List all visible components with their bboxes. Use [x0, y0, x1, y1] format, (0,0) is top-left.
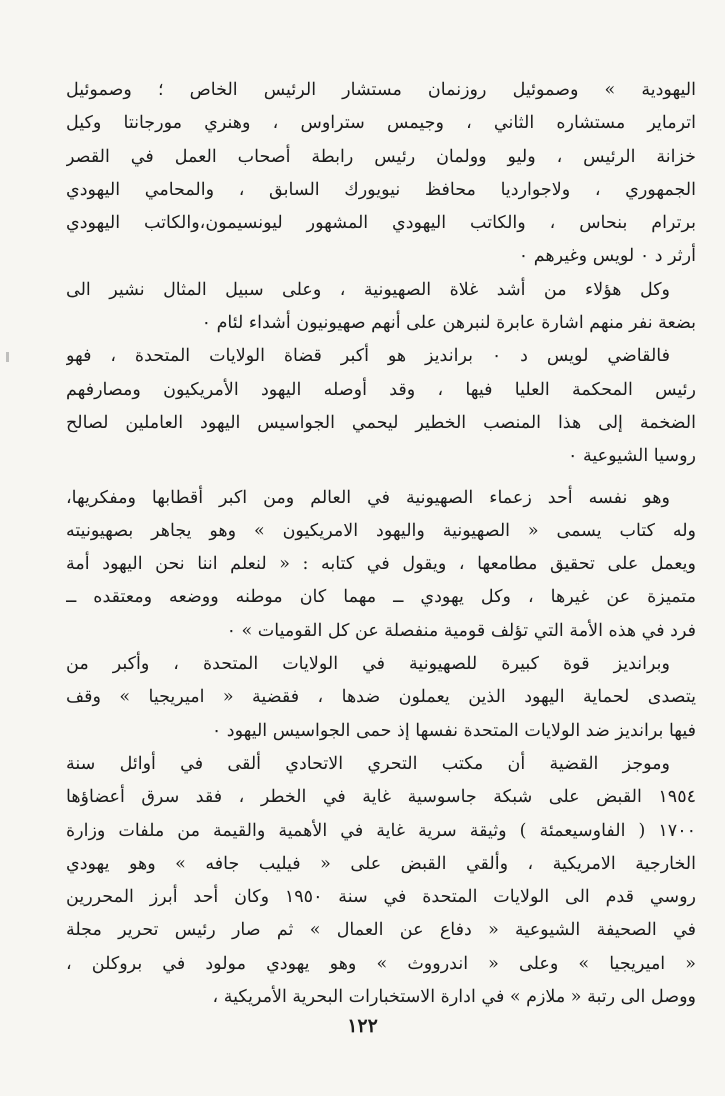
- paragraph: [66, 482, 696, 648]
- text-line: ويعمل على تحقيق مطامعها ، ويقول في كتابه : « لنعلم اننا نحن اليهود أمة: [66, 554, 696, 575]
- book-page: [66, 74, 696, 1014]
- text-line: وله كتاب يسمى « الصهيونية واليهود الامريكيون » وهو يجاهر بصهيونيته: [66, 520, 696, 541]
- text-line: اليهودية » وصموئيل روزنمان مستشار الرئيس الخاص ؛ وصموئيل: [66, 80, 696, 100]
- text-line: خزانة الرئيس ، وليو وولمان رئيس رابطة أصحاب العمل في القصر: [66, 146, 696, 167]
- text-line: متميزة عن غيرها ، وكل يهودي ــ مهما كان موطنه ووضعه ومعتقده ــ: [66, 587, 696, 608]
- paragraph: [66, 74, 696, 274]
- scan-mark: [6, 352, 9, 362]
- paragraph: [66, 340, 696, 473]
- text-line: الخارجية الامريكية ، وألقي القبض على « فيليب جافه » وهو يهودي: [66, 853, 696, 874]
- text-line: روسيا الشيوعية ٠: [568, 446, 696, 467]
- text-line: فالقاضي لويس د ٠ برانديز هو أكبر قضاة الولايات المتحدة ، فهو: [66, 346, 670, 367]
- text-line: وموجز القضية أن مكتب التحري الاتحادي ألقى في أوائل سنة: [66, 753, 670, 774]
- text-line: رئيس المحكمة العليا فيها ، وقد أوصله اليهود الأمريكيون ومصارفهم: [66, 379, 696, 400]
- text-line: « اميريجيا » وعلى « اندرووث » وهو يهودي مولود في بروكلن ،: [66, 953, 696, 974]
- text-line: يتصدى لحماية اليهود الذين يعملون ضدها ، فقضية « اميريجيا » وقف: [66, 687, 696, 708]
- text-line: في الصحيفة الشيوعية « دفاع عن العمال » ثم صار رئيس تحرير مجلة: [66, 920, 696, 941]
- text-line: وبراندیز قوة كبيرة للصهيونية في الولايات المتحدة ، وأكبر من: [66, 654, 670, 675]
- text-line: بضعة نفر منهم اشارة عابرة لنبرهن على أنهم صهيونيون أشداء لئام ٠: [201, 313, 696, 334]
- text-line: أرثر د ٠ لويس وغيرهم ٠: [518, 246, 696, 267]
- text-line: ووصل الى رتبة « ملازم » في ادارة الاستخبارات البحرية الأمريكية ،: [212, 987, 696, 1008]
- page-number: ١٢٢: [347, 1015, 378, 1037]
- paragraph: [66, 274, 696, 341]
- text-line: ١٩٥٤ القبض على شبكة جاسوسية غاية في الخطر ، فقد سرق أعضاؤها: [66, 787, 696, 808]
- text-line: فيها براندیز ضد الولايات المتحدة نفسها إذ حمى الجواسيس اليهود ٠: [211, 720, 696, 741]
- text-line: الجمهوري ، ولاجوارديا محافظ نيويورك السابق ، والمحامي اليهودي: [66, 179, 696, 200]
- text-line: ١٧٠٠ ( الفاوسيعمئة ) وثيقة سرية غاية في الأهمية والقيمة من ملفات وزارة: [66, 820, 696, 841]
- paragraph-gap: [66, 474, 696, 482]
- body-text: [66, 74, 696, 1014]
- paragraph: [66, 648, 696, 748]
- text-line: اترماير مستشاره الثاني ، وجيمس ستراوس ، وهنري مورجانتا وكيل: [66, 113, 696, 134]
- text-line: روسي قدم الى الولايات المتحدة في سنة ١٩٥٠ وكان أحد أبرز المحررين: [66, 887, 696, 908]
- text-line: وهو نفسه أحد زعماء الصهيونية في العالم ومن اكبر أقطابها ومفكريها،: [66, 487, 670, 508]
- text-line: برترام بنحاس ، والكاتب اليهودي المشهور ليونسيمون،والكاتب اليهودي: [66, 213, 696, 234]
- text-line: فرد في هذه الأمة التي تؤلف قومية منفصلة عن كل القوميات » ٠: [226, 620, 696, 641]
- text-line: وكل هؤلاء من أشد غلاة الصهيونية ، وعلى سبيل المثال نشير الى: [66, 279, 670, 300]
- paragraph: [66, 748, 696, 1014]
- text-line: الضخمة إلى هذا المنصب الخطير ليحمي الجواسيس اليهود العاملين لصالح: [66, 412, 696, 433]
